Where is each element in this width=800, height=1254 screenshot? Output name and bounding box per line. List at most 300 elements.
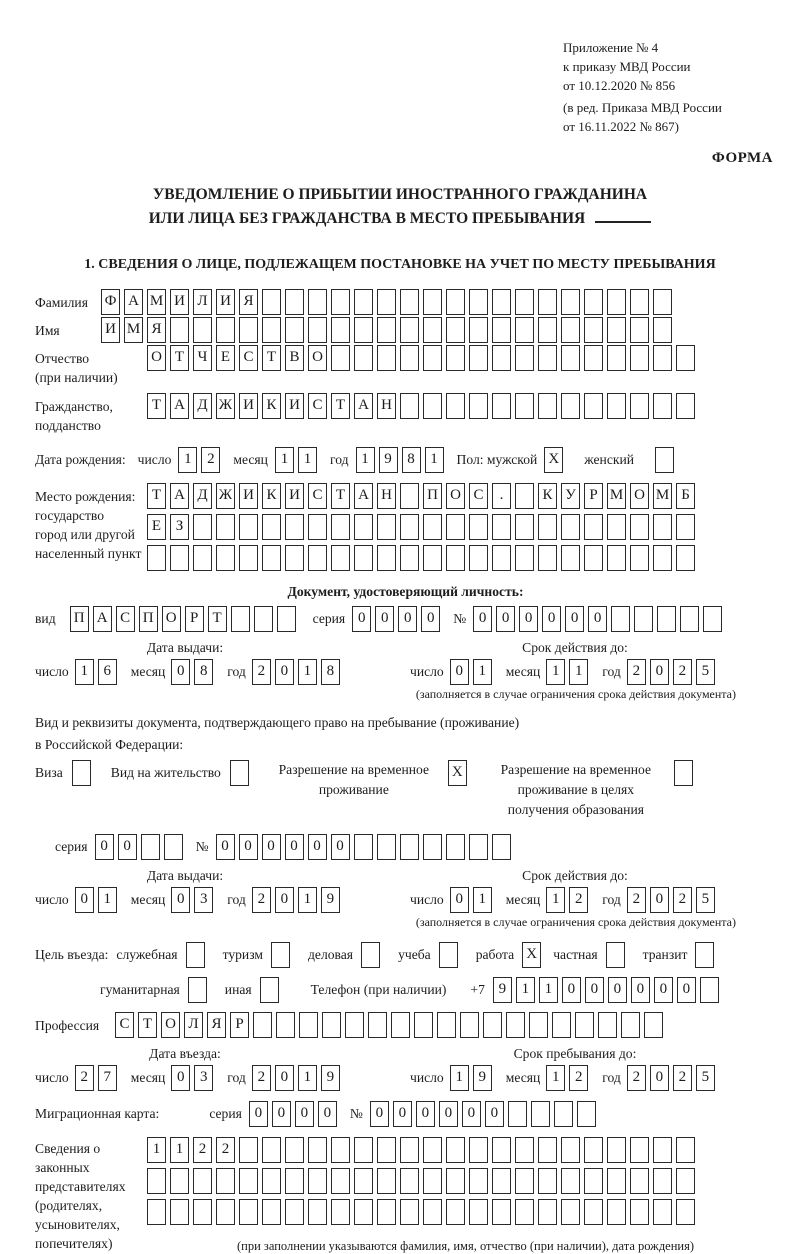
char-box: [377, 345, 396, 371]
expiry-date-heading: Срок действия до:: [522, 640, 628, 655]
char-box: [216, 1199, 235, 1225]
rvp-issue-year-boxes: [252, 887, 344, 913]
rvp-expiry-day-boxes: [450, 887, 496, 913]
char-box: 1: [75, 659, 94, 685]
char-box: [423, 393, 442, 419]
char-box: [253, 1012, 272, 1038]
char-box: 1: [516, 977, 535, 1003]
char-box: 0: [216, 834, 235, 860]
mc-number-boxes: [370, 1101, 600, 1127]
char-box: И: [239, 483, 258, 509]
char-box: 1: [98, 887, 117, 913]
char-box: [354, 1168, 373, 1194]
char-box: [529, 1012, 548, 1038]
char-box: В: [285, 345, 304, 371]
char-box: [653, 514, 672, 540]
char-box: [607, 393, 626, 419]
char-box: [538, 317, 557, 343]
char-box: X: [522, 942, 541, 968]
char-box: [469, 834, 488, 860]
char-box: [262, 545, 281, 571]
char-box: 6: [98, 659, 117, 685]
purpose-label: Цель въезда:: [35, 947, 109, 962]
char-box: 1: [473, 659, 492, 685]
given-name-label: Имя: [35, 323, 60, 338]
char-box: [492, 317, 511, 343]
migration-card-row: [35, 1101, 776, 1127]
purpose-study-checkbox: [439, 942, 462, 968]
char-box: [423, 834, 442, 860]
char-box: [400, 834, 419, 860]
char-box: 0: [608, 977, 627, 1003]
birth-month-boxes: [275, 447, 321, 473]
char-box: 0: [462, 1101, 481, 1127]
char-box: [515, 393, 534, 419]
char-box: 0: [485, 1101, 504, 1127]
option-temporary-residence: [269, 760, 471, 800]
char-box: 1: [178, 447, 197, 473]
char-box: [186, 942, 205, 968]
profession-label: Профессия: [35, 1018, 100, 1033]
char-box: [676, 345, 695, 371]
char-box: 1: [147, 1137, 166, 1163]
char-box: [423, 514, 442, 540]
rvp-issue-heading: Дата выдачи:: [146, 868, 224, 883]
char-box: [515, 545, 534, 571]
char-box: [446, 1168, 465, 1194]
char-box: [561, 289, 580, 315]
char-box: [331, 317, 350, 343]
doc-series-boxes: [352, 606, 444, 632]
form-label: ФОРМА: [711, 150, 773, 166]
char-box: [216, 514, 235, 540]
char-box: [469, 345, 488, 371]
char-box: 0: [331, 834, 350, 860]
char-box: [331, 1168, 350, 1194]
char-box: [630, 1137, 649, 1163]
char-box: [354, 1137, 373, 1163]
rvp-series-label: серия: [55, 839, 88, 854]
char-box: [423, 1137, 442, 1163]
char-box: 2: [569, 887, 588, 913]
char-box: 0: [375, 606, 394, 632]
purpose-tourism-checkbox: [271, 942, 294, 968]
char-box: [377, 1199, 396, 1225]
temporary-residence-education-label: Разрешение на временное проживание в целях получения образования: [500, 762, 652, 817]
char-box: И: [170, 289, 189, 315]
char-box: [308, 1199, 327, 1225]
char-box: И: [216, 289, 235, 315]
char-box: Д: [193, 483, 212, 509]
purpose-humanitarian-checkbox: [188, 977, 211, 1003]
char-box: 5: [696, 659, 715, 685]
char-box: [607, 345, 626, 371]
char-box: 0: [308, 834, 327, 860]
char-box: [400, 1137, 419, 1163]
purpose-row-1: Цель въезда: служебная туризм деловая учеба работа X частная транзит: [35, 942, 776, 968]
char-box: [239, 514, 258, 540]
char-box: [584, 393, 603, 419]
residence-doc-options: [35, 760, 776, 820]
issue-date-heading: Дата выдачи:: [146, 640, 224, 655]
char-box: [561, 1168, 580, 1194]
char-box: [538, 1137, 557, 1163]
char-box: [700, 977, 719, 1003]
char-box: [331, 345, 350, 371]
char-box: 8: [194, 659, 213, 685]
char-box: Т: [262, 345, 281, 371]
char-box: [276, 1012, 295, 1038]
char-box: Ж: [216, 483, 235, 509]
char-box: [193, 1199, 212, 1225]
char-box: [515, 317, 534, 343]
char-box: [400, 345, 419, 371]
char-box: [437, 1012, 456, 1038]
char-box: [377, 289, 396, 315]
char-box: [703, 606, 722, 632]
char-box: 1: [425, 447, 444, 473]
char-box: [193, 1168, 212, 1194]
char-box: [655, 447, 674, 473]
representatives-row3-boxes: [147, 1199, 699, 1225]
char-box: [322, 1012, 341, 1038]
char-box: [230, 760, 249, 786]
char-box: 1: [298, 447, 317, 473]
stay-until-heading: Срок пребывания до:: [513, 1046, 637, 1061]
char-box: [469, 514, 488, 540]
char-box: [262, 514, 281, 540]
char-box: 0: [295, 1101, 314, 1127]
field-given-name: [35, 317, 776, 343]
char-box: [285, 289, 304, 315]
char-box: [423, 545, 442, 571]
section1-heading: 1. СВЕДЕНИЯ О ЛИЦЕ, ПОДЛЕЖАЩЕМ ПОСТАНОВКЕ НА УЧЕТ ПО МЕСТУ ПРЕБЫВАНИЯ: [84, 257, 716, 272]
char-box: 0: [262, 834, 281, 860]
char-box: [634, 606, 653, 632]
revision-line: (в ред. Приказа МВД России: [563, 100, 722, 115]
doc-issue-day-boxes: [75, 659, 121, 685]
char-box: 1: [546, 1065, 565, 1091]
char-box: [400, 514, 419, 540]
char-box: 0: [118, 834, 137, 860]
representatives-label: Сведения о законных представителях (родителях, усыновителях, попечителях): [35, 1141, 126, 1251]
char-box: [630, 545, 649, 571]
char-box: [391, 1012, 410, 1038]
char-box: 0: [171, 659, 190, 685]
char-box: [188, 977, 207, 1003]
char-box: [469, 1168, 488, 1194]
char-box: [170, 545, 189, 571]
char-box: [400, 483, 419, 509]
sex-female-checkbox: [655, 447, 678, 473]
char-box: [446, 345, 465, 371]
representatives-row1-boxes: [147, 1137, 699, 1163]
char-box: [216, 1168, 235, 1194]
char-box: 0: [677, 977, 696, 1003]
char-box: [216, 317, 235, 343]
char-box: 0: [272, 1101, 291, 1127]
char-box: [676, 514, 695, 540]
char-box: [607, 317, 626, 343]
doc-expiry-day-boxes: [450, 659, 496, 685]
char-box: [331, 1137, 350, 1163]
appendix-line: от 10.12.2020 № 856: [563, 78, 676, 93]
char-box: [653, 545, 672, 571]
char-box: 0: [275, 1065, 294, 1091]
char-box: Т: [147, 483, 166, 509]
char-box: [621, 1012, 640, 1038]
day-label: число: [137, 452, 172, 467]
char-box: [492, 1168, 511, 1194]
char-box: [446, 289, 465, 315]
char-box: [531, 1101, 550, 1127]
appendix-line: к приказу МВД России: [563, 59, 691, 74]
char-box: [492, 345, 511, 371]
char-box: [695, 942, 714, 968]
char-box: [354, 345, 373, 371]
stay-year-boxes: [627, 1065, 719, 1091]
char-box: [285, 317, 304, 343]
migration-card-label: Миграционная карта:: [35, 1106, 160, 1121]
char-box: Н: [377, 393, 396, 419]
char-box: [446, 317, 465, 343]
char-box: Л: [184, 1012, 203, 1038]
char-box: [254, 606, 273, 632]
title-blank-underline: [595, 210, 651, 223]
char-box: [354, 545, 373, 571]
char-box: [354, 1199, 373, 1225]
char-box: [554, 1101, 573, 1127]
char-box: [584, 317, 603, 343]
char-box: 1: [569, 659, 588, 685]
char-box: М: [653, 483, 672, 509]
field-profession: [35, 1012, 776, 1038]
char-box: [239, 1168, 258, 1194]
char-box: К: [538, 483, 557, 509]
char-box: [354, 514, 373, 540]
char-box: [515, 1137, 534, 1163]
residence-permit-checkbox: [230, 760, 253, 786]
identity-doc-heading: Документ, удостоверяющий личность:: [287, 584, 524, 599]
char-box: [584, 514, 603, 540]
char-box: Д: [193, 393, 212, 419]
char-box: [193, 514, 212, 540]
char-box: [584, 1168, 603, 1194]
char-box: [423, 1199, 442, 1225]
char-box: [676, 1168, 695, 1194]
char-box: [164, 834, 183, 860]
doc-expiry-year-boxes: [627, 659, 719, 685]
doc-series-label: серия: [312, 611, 346, 626]
char-box: [239, 1137, 258, 1163]
char-box: Я: [207, 1012, 226, 1038]
entry-stay-dates: Дата въезда: число 2 7 месяц 0 3 год 2 0 1 9 Срок пребывания до: число 1 9 месяц 1 2 год 2 0 2 5: [35, 1046, 776, 1091]
char-box: 0: [171, 1065, 190, 1091]
field-citizenship: [35, 393, 776, 435]
doc-kind-boxes: [70, 606, 300, 632]
temporary-residence-checkbox: [448, 760, 471, 786]
char-box: [308, 289, 327, 315]
char-box: 1: [298, 1065, 317, 1091]
char-box: [584, 545, 603, 571]
char-box: [446, 834, 465, 860]
doc-number-label: №: [453, 611, 467, 626]
char-box: М: [607, 483, 626, 509]
char-box: [377, 834, 396, 860]
char-box: [423, 289, 442, 315]
char-box: [607, 545, 626, 571]
char-box: Ж: [216, 393, 235, 419]
char-box: [606, 942, 625, 968]
patronymic-boxes: [147, 345, 699, 371]
year-label: год: [329, 452, 349, 467]
entry-date-heading: Дата въезда:: [149, 1046, 221, 1061]
char-box: [492, 1199, 511, 1225]
char-box: [469, 1199, 488, 1225]
appendix-reference: [563, 38, 800, 136]
char-box: [170, 317, 189, 343]
char-box: М: [147, 289, 166, 315]
char-box: [308, 1168, 327, 1194]
title-line-1: УВЕДОМЛЕНИЕ О ПРИБЫТИИ ИНОСТРАННОГО ГРАЖДАНИНА: [152, 186, 648, 203]
char-box: [262, 1199, 281, 1225]
char-box: [446, 393, 465, 419]
profession-boxes: [115, 1012, 667, 1038]
char-box: 0: [421, 606, 440, 632]
visa-checkbox: [72, 760, 95, 786]
rvp-number-boxes: [216, 834, 515, 860]
residence-doc-intro: Вид и реквизиты документа, подтверждающего право на пребывание (проживание) в Российской Федерации:: [35, 715, 520, 752]
char-box: 0: [650, 659, 669, 685]
char-box: 0: [370, 1101, 389, 1127]
char-box: [446, 514, 465, 540]
char-box: [577, 1101, 596, 1127]
char-box: [216, 545, 235, 571]
char-box: [538, 545, 557, 571]
char-box: [676, 545, 695, 571]
purpose-private-checkbox: [606, 942, 629, 968]
char-box: [460, 1012, 479, 1038]
char-box: [538, 393, 557, 419]
char-box: 0: [416, 1101, 435, 1127]
char-box: 2: [627, 887, 646, 913]
char-box: 0: [95, 834, 114, 860]
representatives-note: (при заполнении указываются фамилия, имя, отчество (при наличии), дата рождения): [236, 1239, 695, 1253]
char-box: 0: [654, 977, 673, 1003]
char-box: [308, 317, 327, 343]
char-box: [515, 1168, 534, 1194]
char-box: [331, 545, 350, 571]
char-box: [630, 514, 649, 540]
char-box: 2: [193, 1137, 212, 1163]
char-box: [239, 317, 258, 343]
entry-month-boxes: [171, 1065, 217, 1091]
surname-label: Фамилия: [35, 295, 88, 310]
mc-number-label: №: [349, 1106, 363, 1121]
char-box: [584, 289, 603, 315]
representatives-row2-boxes: [147, 1168, 699, 1194]
field-surname: [35, 289, 776, 315]
char-box: Т: [138, 1012, 157, 1038]
char-box: А: [124, 289, 143, 315]
char-box: [400, 545, 419, 571]
char-box: 9: [473, 1065, 492, 1091]
char-box: 0: [439, 1101, 458, 1127]
patronymic-label: Отчество (при наличии): [35, 351, 118, 385]
char-box: Т: [331, 483, 350, 509]
char-box: [400, 393, 419, 419]
char-box: [271, 942, 290, 968]
char-box: [285, 1168, 304, 1194]
char-box: 0: [275, 659, 294, 685]
birth-place-row1-boxes: [147, 483, 699, 509]
doc-kind-label: вид: [35, 611, 56, 626]
char-box: 1: [450, 1065, 469, 1091]
birth-year-boxes: [356, 447, 448, 473]
char-box: [607, 1168, 626, 1194]
char-box: [644, 1012, 663, 1038]
char-box: [400, 289, 419, 315]
char-box: 0: [171, 887, 190, 913]
char-box: [285, 1199, 304, 1225]
appendix-line: Приложение № 4: [563, 40, 659, 55]
char-box: [72, 760, 91, 786]
char-box: 2: [252, 1065, 271, 1091]
char-box: С: [308, 393, 327, 419]
char-box: [469, 393, 488, 419]
char-box: [538, 1168, 557, 1194]
char-box: 0: [496, 606, 515, 632]
char-box: [170, 1199, 189, 1225]
char-box: 0: [650, 1065, 669, 1091]
entry-year-boxes: [252, 1065, 344, 1091]
char-box: С: [115, 1012, 134, 1038]
surname-boxes: [101, 289, 676, 315]
char-box: 3: [194, 887, 213, 913]
char-box: С: [116, 606, 135, 632]
char-box: [308, 514, 327, 540]
citizenship-boxes: [147, 393, 699, 419]
char-box: Я: [239, 289, 258, 315]
char-box: [354, 289, 373, 315]
char-box: [492, 393, 511, 419]
char-box: [469, 545, 488, 571]
birth-day-boxes: [178, 447, 224, 473]
temporary-residence-label: Разрешение на временное проживание: [278, 762, 430, 797]
char-box: Р: [584, 483, 603, 509]
char-box: П: [423, 483, 442, 509]
char-box: X: [448, 760, 467, 786]
field-birth-place: [35, 483, 776, 576]
char-box: [492, 834, 511, 860]
char-box: 0: [631, 977, 650, 1003]
char-box: П: [139, 606, 158, 632]
char-box: [423, 345, 442, 371]
char-box: [262, 1168, 281, 1194]
char-box: С: [308, 483, 327, 509]
char-box: .: [492, 483, 511, 509]
char-box: [561, 345, 580, 371]
char-box: К: [262, 483, 281, 509]
char-box: [277, 606, 296, 632]
char-box: 9: [321, 1065, 340, 1091]
char-box: [492, 1137, 511, 1163]
char-box: [552, 1012, 571, 1038]
char-box: С: [239, 345, 258, 371]
char-box: 8: [402, 447, 421, 473]
char-box: [262, 1137, 281, 1163]
char-box: 1: [298, 887, 317, 913]
